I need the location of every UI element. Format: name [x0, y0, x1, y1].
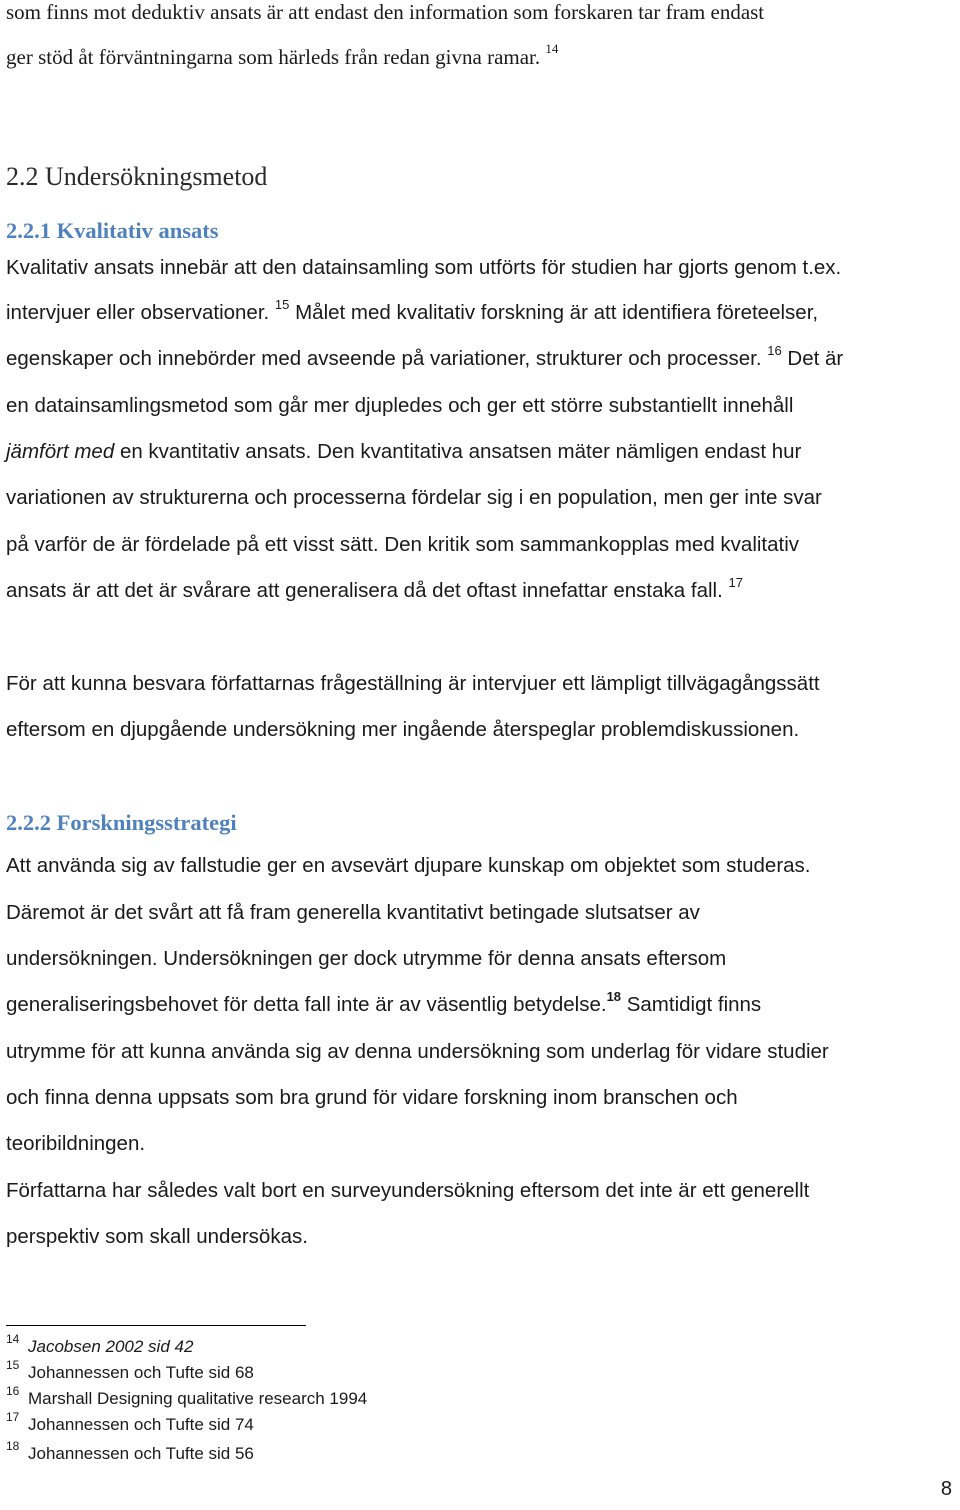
paragraph-line: undersökningen. Undersökningen ger dock utrymme för denna ansats eftersom [6, 947, 727, 970]
footnote-ref-16: 16 [767, 343, 782, 358]
footnote-ref-18: 18 [606, 989, 622, 1004]
footnote-number: 16 [6, 1384, 20, 1398]
page-number: 8 [940, 1478, 952, 1500]
italic-run: jämfört med [6, 440, 115, 463]
paragraph-line [6, 440, 801, 464]
text-run: egenskaper och innebörder med avseende på variationer, strukturer och processer. [6, 347, 762, 370]
text-run: Den kvantitativa ansatsen mäter nämligen endast hur [317, 440, 802, 463]
footnote-text: Johannessen och Tufte sid 74 [28, 1415, 254, 1434]
paragraph-line: Däremot är det svårt att få fram generella kvantitativt betingade slutsatser av [6, 901, 700, 924]
intro-text: ger stöd åt förväntningarna som härleds från redan givna ramar. [6, 45, 541, 69]
paragraph-line: Författarna har således valt bort en surveyundersökning eftersom det inte är ett generellt [6, 1179, 810, 1202]
text-run: på varför de är fördelade på ett visst sätt. [6, 533, 379, 556]
paragraph-line: variationen av strukturerna och processerna fördelar sig i en population, men ger inte svar [6, 486, 822, 509]
paragraph-line: Att använda sig av fallstudie ger en avsevärt djupare kunskap om objektet som studeras. [6, 854, 811, 877]
footnote [6, 1358, 254, 1383]
text-run: Den kritik som sammankopplas med kvalitativ [384, 533, 800, 556]
footnote [6, 1384, 368, 1409]
intro-line-1: som finns mot deduktiv ansats är att endast den information som forskaren tar fram endast [6, 0, 765, 24]
footnote [6, 1332, 194, 1357]
paragraph-line [6, 533, 799, 557]
text-run: en kvantitativ ansats. [119, 440, 312, 463]
text-run: ansats är att det är svårare att generalisera då det oftast innefattar enstaka fall. [6, 579, 723, 602]
paragraph-line: Kvalitativ ansats innebär att den datainsamling som utförts för studien har gjorts genom t.ex. [6, 256, 842, 279]
footnote-number: 18 [6, 1439, 20, 1453]
paragraph-line: För att kunna besvara författarnas frågeställning är intervjuer ett lämpligt tillvägagångssätt [6, 672, 820, 695]
intro-line-2 [6, 41, 559, 70]
text-run: Målet med kvalitativ forskning är att identifiera företeelser, [295, 301, 819, 324]
subsection-heading-forskningsstrategi: 2.2.2 Forskningsstrategi [6, 810, 237, 835]
footnote-number: 17 [6, 1410, 20, 1424]
footnote-ref-15: 15 [274, 297, 290, 312]
footnote-text: Johannessen och Tufte sid 68 [28, 1363, 254, 1382]
footnote-text: Jacobsen 2002 sid 42 [28, 1337, 194, 1356]
footnote-number: 15 [6, 1358, 20, 1372]
footnote-text: Johannessen och Tufte sid 56 [28, 1444, 254, 1463]
paragraph-line: och finna denna uppsats som bra grund för vidare forskning inom branschen och [6, 1086, 738, 1109]
paragraph-line: perspektiv som skall undersökas. [6, 1225, 308, 1248]
footnote-separator [6, 1325, 306, 1326]
paragraph-line [6, 343, 844, 371]
paragraph-line: en datainsamlingsmetod som går mer djupledes och ger ett större substantiellt innehåll [6, 394, 794, 417]
paragraph-line [6, 575, 743, 603]
paragraph-line [6, 297, 819, 325]
footnote-ref-17: 17 [728, 575, 743, 590]
footnote [6, 1439, 254, 1464]
footnote-ref-14: 14 [545, 41, 559, 56]
footnote-number: 14 [6, 1332, 20, 1346]
text-run: intervjuer eller observationer. [6, 301, 270, 324]
section-heading: 2.2 Undersökningsmetod [6, 162, 268, 191]
subsection-heading-kvalitativ: 2.2.1 Kvalitativ ansats [6, 218, 219, 243]
text-run: Det är [787, 347, 844, 370]
paragraph-line: eftersom en djupgående undersökning mer ingående återspeglar problemdiskussionen. [6, 718, 800, 741]
text-run: generaliseringsbehovet för detta fall inte är av väsentlig betydelse. [6, 993, 607, 1016]
footnote-text: Marshall Designing qualitative research 1994 [28, 1389, 368, 1408]
paragraph-line: teoribildningen. [6, 1132, 146, 1155]
text-run: Samtidigt finns [626, 993, 762, 1016]
footnote [6, 1410, 254, 1435]
paragraph-line [6, 989, 762, 1017]
paragraph-line: utrymme för att kunna använda sig av denna undersökning som underlag för vidare studier [6, 1040, 829, 1063]
